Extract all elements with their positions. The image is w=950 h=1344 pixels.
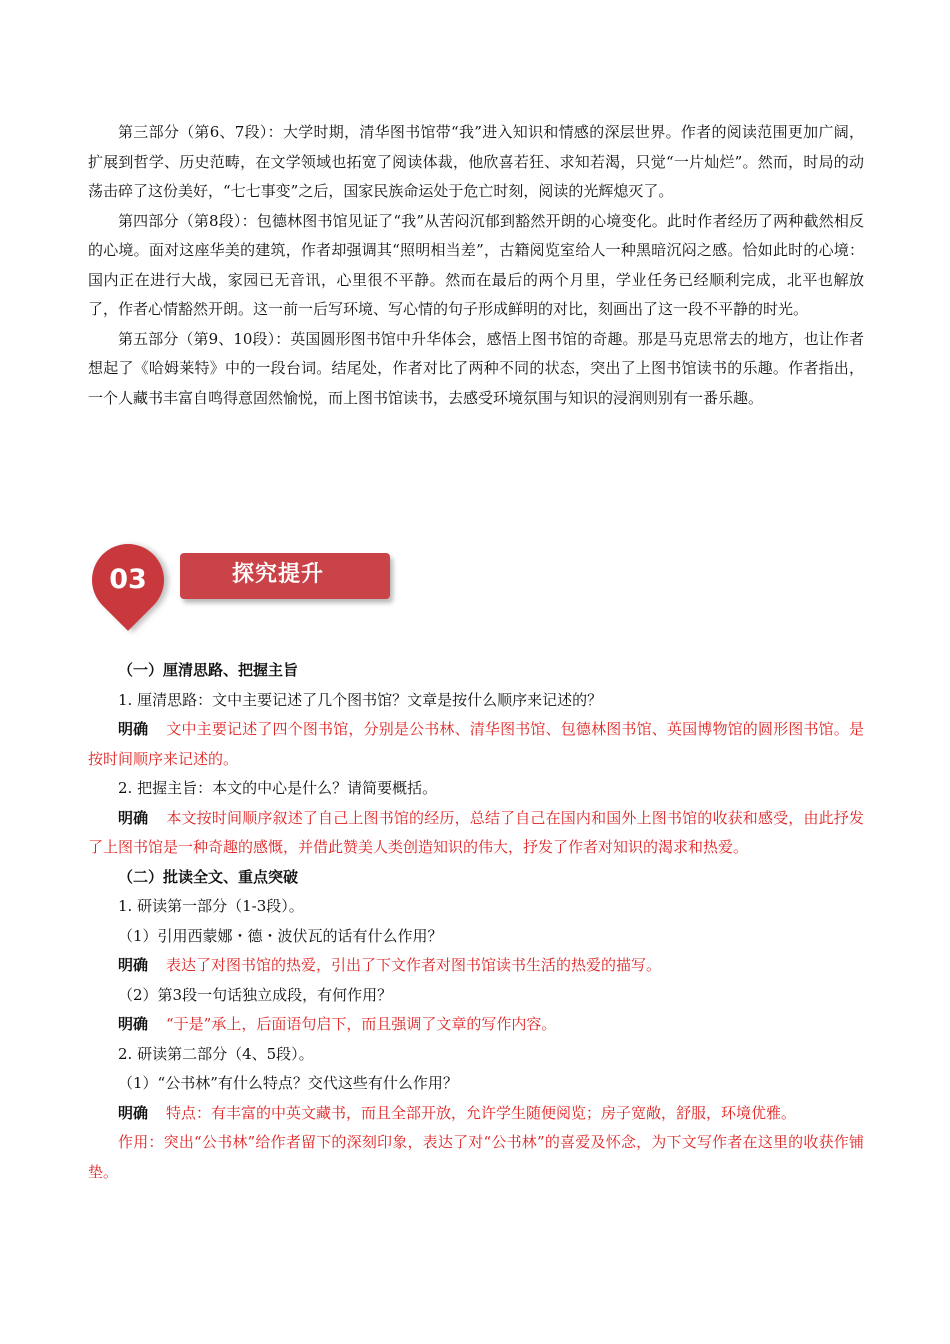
answer-label: 明确 — [118, 808, 149, 827]
paragraph-part4: 第四部分（第8段）：包德林图书馆见证了“我”从苦闷沉郁到豁然开朗的心境变化。此时作者经历了两种截然相反的心境。面对这座华美的建筑，作者却强调其“照明相当差”，古籍阅览室给人一种黑暗沉闷之感。恰如此时的心境：国内正在进行大战，家园已无音讯，心里很不平静。然而在最后的两个月里，学业任务已经顺利完成，北平也解放了，作者心情豁然开朗。这一前一后写环境、写心情的句子形成鲜明的对比，刻画出了这一段不平静的时光。 — [88, 211, 864, 318]
part1-question-1: 1. 厘清思路：文中主要记述了几个图书馆？文章是按什么顺序来记述的？ — [118, 690, 603, 709]
answer-label: 明确 — [118, 956, 149, 974]
answer-text: 特点：有丰富的中英文藏书，而且全部开放，允许学生随便阅览；房子宽敞，舒服，环境优雅。 — [166, 1103, 797, 1122]
paragraph-part3: 第三部分（第6、7段）：大学时期，清华图书馆带“我”进入知识和情感的深层世界。作者的阅读范围更加广阔，扩展到哲学、历史范畴，在文学领域也拓宽了阅读体裁，他欣喜若狂、求知若渴，只觉“一片灿烂”。然而，时局的动荡击碎了这份美好，“七七事变”之后，国家民族命运处于危亡时刻，阅读的光辉熄灭了。 — [88, 123, 864, 200]
answer-text: 本文按时间顺序叙述了自己上图书馆的经历，总结了自己在国内和国外上图书馆的收获和感受，由此抒发了上图书馆是一种奇趣的感慨，并借此赞美人类创造知识的伟大，抒发了作者对知识的渴求和热爱。 — [88, 808, 864, 856]
answer-label: 明确 — [118, 720, 149, 738]
part2-heading: （二）批读全文、重点突破 — [118, 867, 299, 886]
part2-step2-question-1: （1）“公书林”有什么特点？交代这些有什么作用？ — [118, 1074, 458, 1092]
part2-step1-answer-1 — [88, 951, 864, 981]
part1-answer-2 — [88, 804, 864, 863]
study-content — [88, 656, 864, 1187]
paragraph-part5: 第五部分（第9、10段）：英国圆形图书馆中升华体会，感悟上图书馆的奇趣。那是马克思常去的地方，也让作者想起了《哈姆莱特》中的一段台词。结尾处，作者对比了两种不同的状态，突出了上图书馆读书的乐趣。作者指出，一个人藏书丰富自鸣得意固然愉悦，而上图书馆读书，去感受环境氛围与知识的浸润则别有一番乐趣。 — [88, 329, 864, 407]
part1-answer-1 — [88, 715, 864, 774]
section-banner — [180, 553, 390, 599]
section-number: 03 — [109, 564, 147, 595]
part1-question-2: 2. 把握主旨：本文的中心是什么？请简要概括。 — [118, 779, 438, 797]
part2-step1-answer-2 — [88, 1010, 864, 1040]
answer-label: 明确 — [118, 1015, 149, 1033]
answer-label: 明确 — [118, 1103, 149, 1122]
section-title: 探究提升 — [232, 562, 325, 587]
intro-paragraphs — [88, 118, 864, 413]
part2-step1-question-1: （1）引用西蒙娜・德・波伏瓦的话有什么作用？ — [118, 926, 443, 945]
part2-step2-answer-2: 作用：突出“公书林”给作者留下的深刻印象，表达了对“公书林”的喜爱及怀念，为下文写作者在这里的收获作铺垫。 — [88, 1133, 864, 1181]
part1-heading: （一）厘清思路、把握主旨 — [118, 661, 299, 679]
answer-text: 表达了对图书馆的热爱，引出了下文作者对图书馆读书生活的热爱的描写。 — [166, 956, 662, 974]
part2-step-2: 2. 研读第二部分（4、5段）。 — [118, 1044, 314, 1063]
answer-text: “于是”承上，后面语句启下，而且强调了文章的写作内容。 — [166, 1015, 557, 1033]
part2-step2-answer-1 — [88, 1099, 864, 1129]
part2-step1-question-2: （2）第3段一句话独立成段，有何作用？ — [118, 985, 393, 1004]
part2-step-1: 1. 研读第一部分（1-3段）。 — [118, 897, 304, 915]
section-header — [92, 540, 402, 620]
answer-text: 文中主要记述了四个图书馆，分别是公书林、清华图书馆、包德林图书馆、英国博物馆的圆形图书馆。是按时间顺序来记述的。 — [88, 720, 864, 768]
